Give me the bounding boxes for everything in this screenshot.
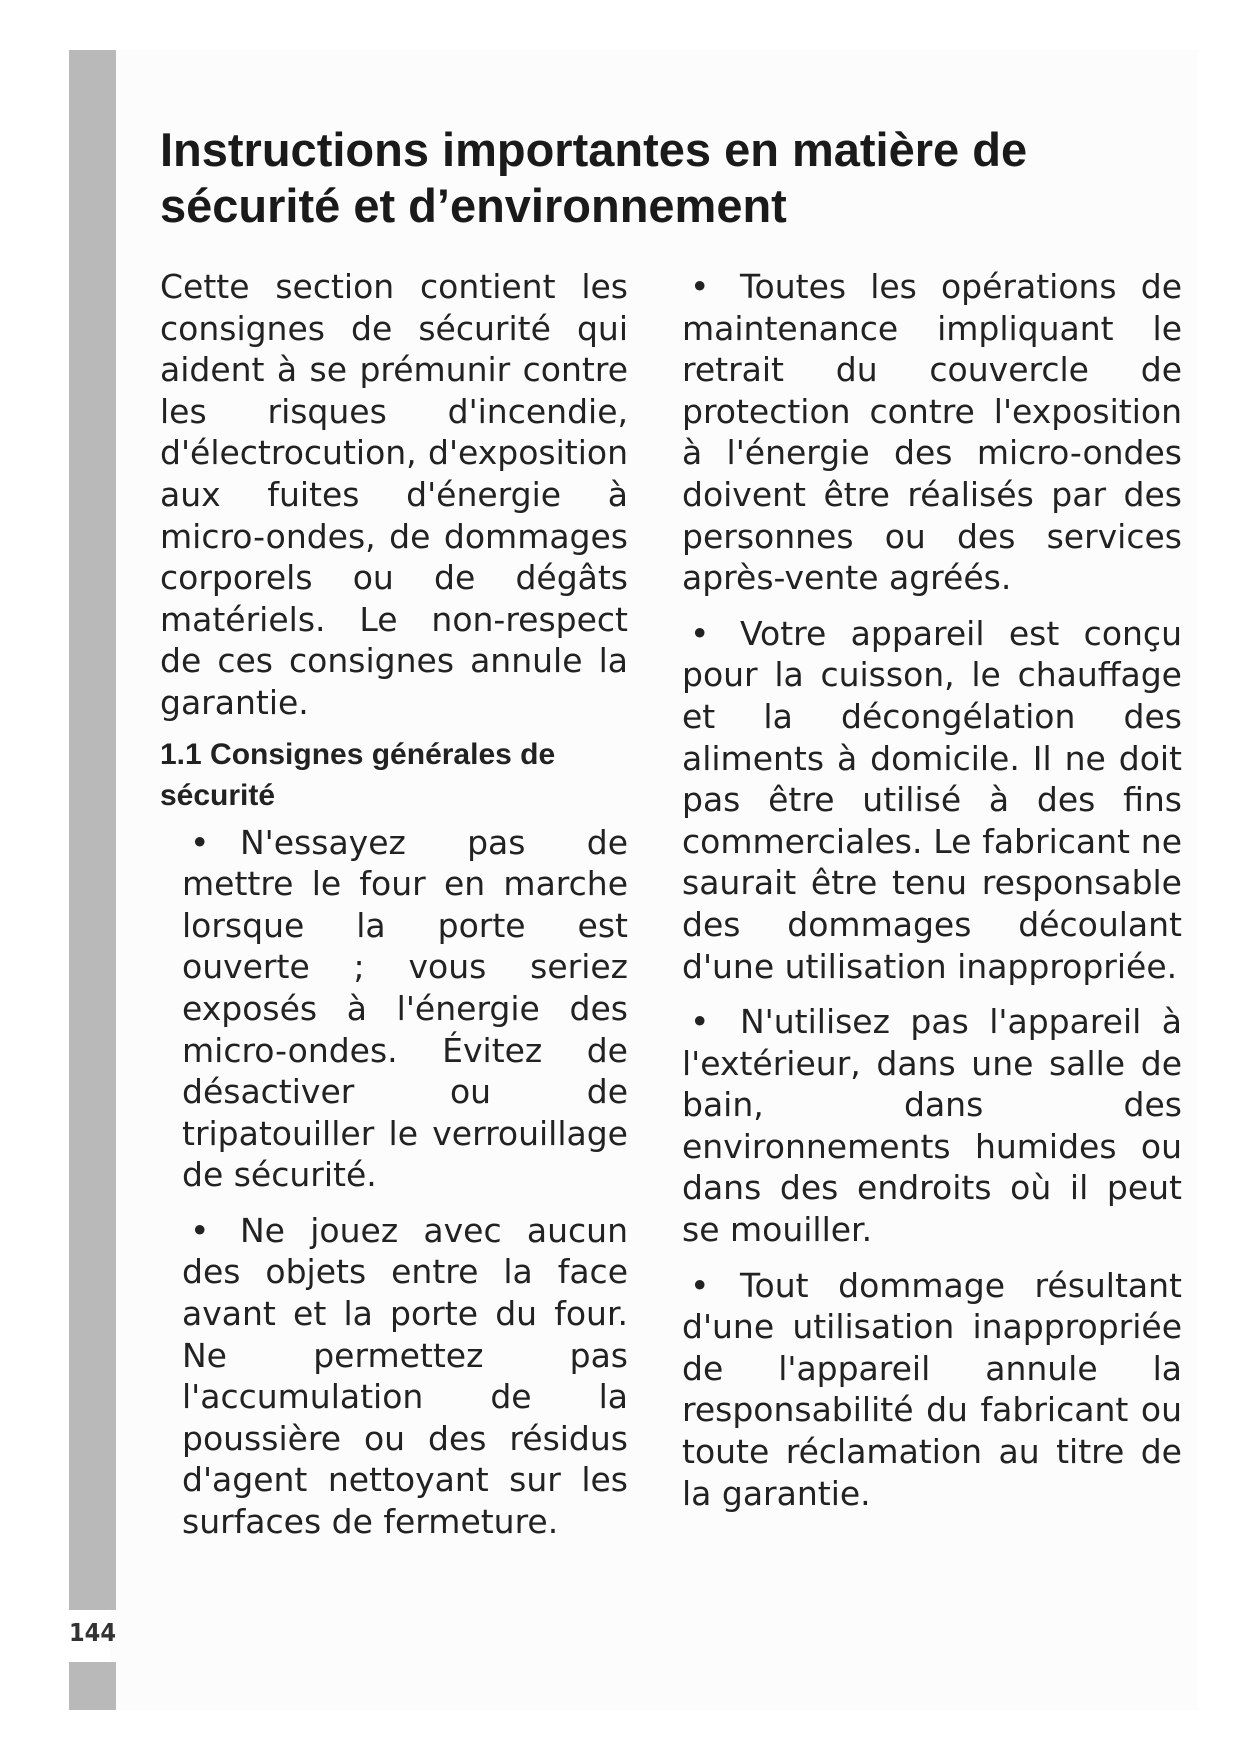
list-item — [160, 1210, 628, 1543]
list-item — [160, 822, 628, 1196]
bullet-icon: • — [690, 1265, 710, 1305]
list-item-text: N'utilisez pas l'appareil à l'extérieur, dans une salle de bain, dans des environnements humides ou dans des endroits où il peut se mouiller. — [682, 1002, 1182, 1250]
side-margin-bar — [69, 50, 116, 1610]
section-heading: 1.1 Consignes générales de sécurité — [160, 737, 556, 812]
bullet-icon: • — [690, 267, 710, 306]
page-title: Instructions importantes en matière de sécurité et d’environnement — [160, 123, 1028, 232]
intro-paragraph: Cette section contient les consignes de sécurité qui aident à se prémunir contre les risques d'incendie, d'électrocution, d'exposition aux fuites d'énergie à micro-ondes, de dommages corporels ou de dégâts matériels. Le non-respect de ces consignes annule la garantie. — [160, 267, 628, 722]
bullet-icon: • — [190, 1210, 210, 1250]
bullet-icon: • — [190, 822, 210, 862]
list-item-text: N'essayez pas de mettre le four en marche lorsque la porte est ouverte ; vous seriez exposés à l'énergie des micro-ondes. Évitez de désactiver ou de tripatouiller le verrouillage de sécurité. — [182, 822, 628, 1195]
list-item — [682, 266, 1182, 599]
list-item — [682, 1001, 1182, 1251]
side-margin-bar-bottom — [69, 1662, 116, 1710]
right-column — [682, 266, 1182, 1528]
bullet-icon: • — [690, 613, 710, 653]
list-item-text: Toutes les opérations de maintenance impliquant le retrait du couvercle de protection contre l'exposition à l'énergie des micro-ondes doivent être réalisés par des personnes ou des services après-vente agréés. — [682, 267, 1182, 598]
list-item — [682, 1265, 1182, 1515]
list-item — [682, 613, 1182, 987]
bullet-icon: • — [690, 1002, 710, 1042]
list-item-text: Ne jouez avec aucun des objets entre la face avant et la porte du four. Ne permettez pas l'accumulation de la poussière ou des résidus d'agent nettoyant sur les surfaces de fermeture. — [182, 1210, 628, 1542]
list-item-text: Tout dommage résultant d'une utilisation inappropriée de l'appareil annule la responsabilité du fabricant ou toute réclamation au titre de la garantie. — [682, 1265, 1182, 1513]
left-column — [160, 266, 628, 1557]
list-item-text: Votre appareil est conçu pour la cuisson, le chauffage et la décongélation des aliments à domicile. Il ne doit pas être utilisé à des fins commerciales. Le fabricant ne saurait être tenu responsable des dommages découlant d'une utilisation inappropriée. — [682, 613, 1182, 986]
page-number: 144 — [69, 1618, 116, 1647]
